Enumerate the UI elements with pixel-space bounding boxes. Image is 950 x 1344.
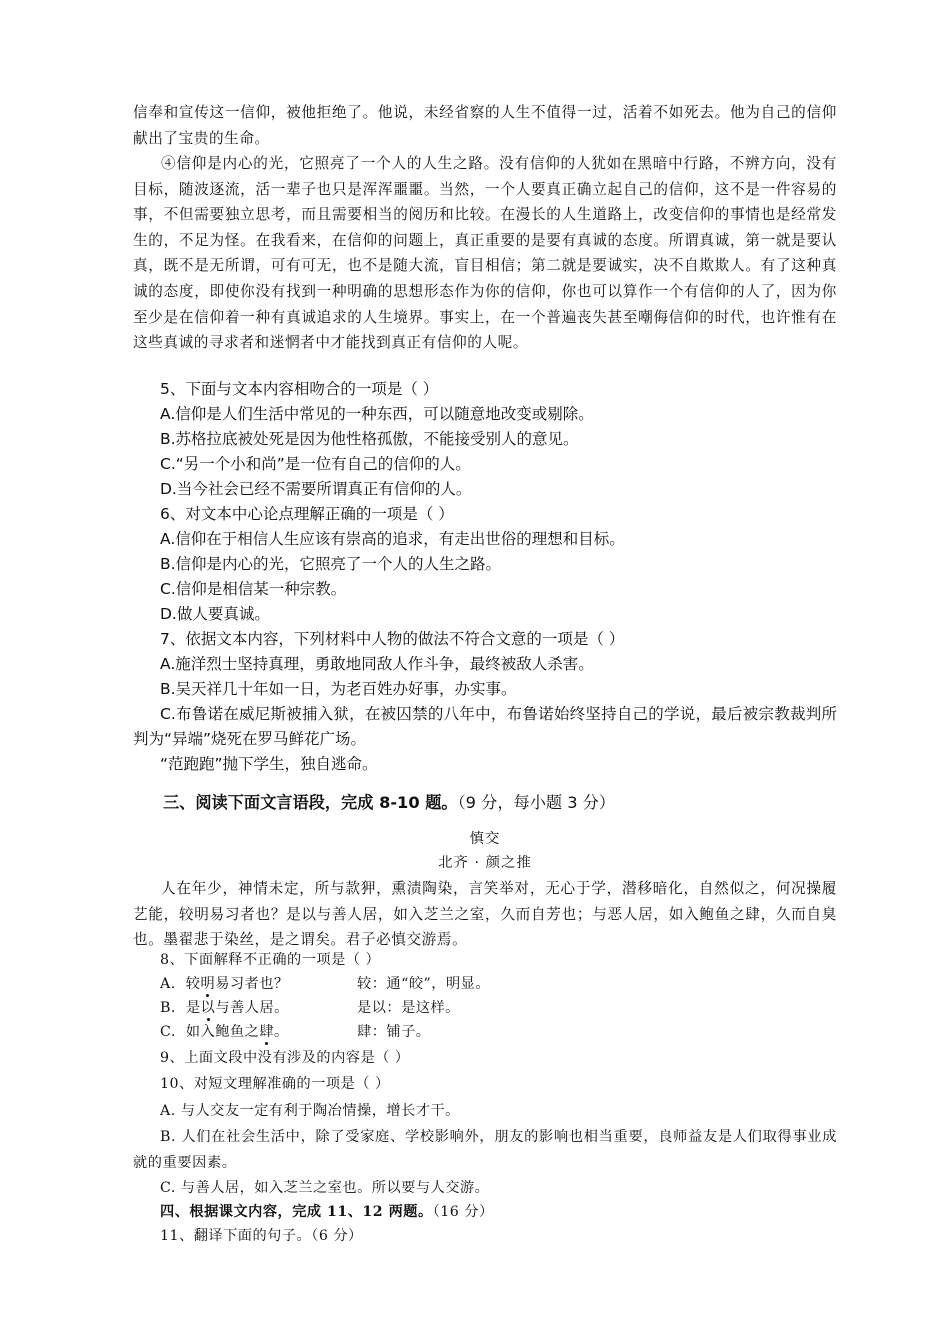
question-7-option-a: A.施洋烈士坚持真理，勇敢地同敌人作斗争，最终被敌人杀害。 <box>160 655 594 673</box>
question-5-option-c: C.“另一个小和尚”是一位有自己的信仰的人。 <box>160 455 471 473</box>
question-7-stem: 7、依据文本内容，下列材料中人物的做法不符合文意的一项是（ ） <box>160 630 625 648</box>
emphasis-dot-char: 以 <box>200 1000 216 1016</box>
question-10-stem: 10、对短文理解准确的一项是（ ） <box>160 1076 390 1092</box>
question-7-option-d: “范跑跑”抛下学生，独自逃命。 <box>160 755 378 773</box>
question-9-stem: 9、上面文段中没有涉及的内容是（ ） <box>160 1050 410 1066</box>
question-8-stem: 8、下面解释不正确的一项是（ ） <box>160 952 381 968</box>
question-5-stem: 5、下面与文本内容相吻合的一项是（ ） <box>160 380 439 398</box>
section-4-heading-points: （16 分） <box>432 1204 494 1220</box>
question-10-option-a: A. 与人交友一定有利于陶冶情操，增长才干。 <box>160 1103 460 1119</box>
classical-author: 北齐 · 颜之推 <box>438 855 532 871</box>
question-7-option-b: B.吴天祥几十年如一日，为老百姓办好事，办实事。 <box>160 680 517 698</box>
option-text-before: 是 <box>185 1000 201 1016</box>
question-11-stem: 11、翻译下面的句子。（6 分） <box>160 1228 363 1244</box>
section-3-heading-points: （9 分，每小题 3 分） <box>457 793 616 812</box>
option-text-after: 易习者也？ <box>215 976 289 992</box>
question-6-option-b: B.信仰是内心的光，它照亮了一个人的人生之路。 <box>160 555 502 573</box>
option-text-after: 与善人居。 <box>215 1000 289 1016</box>
option-label: C. <box>160 1024 176 1040</box>
question-10-option-c: C. 与善人居，如入芝兰之室也。所以要与人交游。 <box>160 1180 490 1196</box>
passage-paragraph-continued: 信奉和宣传这一信仰，被他拒绝了。他说，未经省察的人生不值得一过，活着不如死去。他为自己的信仰献出了宝贵的生命。 <box>133 104 837 147</box>
question-8-option-a-explanation: 较：通“皎”，明显。 <box>357 976 491 992</box>
question-5-option-b: B.苏格拉底被处死是因为他性格孤傲，不能接受别人的意见。 <box>160 430 579 448</box>
question-6-stem: 6、对文本中心论点理解正确的一项是（ ） <box>160 505 454 523</box>
question-7-option-c: C.布鲁诺在威尼斯被捕入狱，在被囚禁的八年中，布鲁诺始终坚持自己的学说，最后被宗教裁判所判为“异端”烧死在罗马鲜花广场。 <box>133 705 837 748</box>
question-6-option-d: D.做人要真诚。 <box>160 605 270 623</box>
question-10-option-b: B. 人们在社会生活中，除了受家庭、学校影响外，朋友的影响也相当重要，良师益友是人们取得事业成就的重要因素。 <box>133 1129 837 1171</box>
question-6-option-a: A.信仰在于相信人生应该有崇高的追求，有走出世俗的理想和目标。 <box>160 530 625 548</box>
question-5-option-a: A.信仰是人们生活中常见的一种东西，可以随意地改变或剔除。 <box>160 405 594 423</box>
section-4-heading <box>160 1201 494 1221</box>
passage-paragraph-4: ④信仰是内心的光，它照亮了一个人的人生之路。没有信仰的人犹如在黑暗中行路，不辨方向，没有目标，随波逐流，活一辈子也只是浑浑噩噩。当然，一个人要真正确立起自己的信仰，这不是一件容易的事，不但需要独立思考，而且需要相当的阅历和比较。在漫长的人生道路上，改变信仰的事情也是经常发生的，不足为怪。在我看来，在信仰的问题上，真正重要的是要有真诚的态度。所谓真诚，第一就是要认真，既不是无所谓，可有可无，也不是随大流，盲目相信；第二就是要诚实，决不自欺欺人。有了这种真诚的态度，即使你没有找到一种明确的思想形态作为你的信仰，你也可以算作一个有信仰的人了，因为你至少是在信仰着一种有真诚追求的人生境界。事实上，在一个普遍丧失甚至嘲侮信仰的时代，也许惟有在这些真诚的寻求者和迷惘者中才能找到真正有信仰的人呢。 <box>133 155 837 352</box>
question-8-option-b <box>160 997 289 1017</box>
question-8-option-b-explanation: 是以：是这样。 <box>357 1000 460 1016</box>
classical-title: 慎交 <box>469 831 501 847</box>
emphasis-dot-char: 肆 <box>259 1024 275 1040</box>
option-text-before: 较 <box>185 976 201 992</box>
option-label: B. <box>160 1000 176 1016</box>
classical-text: 人在年少，神情未定，所与款狎，熏渍陶染，言笑举对，无心于学，潜移暗化，自然似之，何况操履艺能，较明易习者也？是以与善人居，如入芝兰之室，久而自芳也；与恶人居，如入鲍鱼之肆，久而自臭也。墨翟悲于染丝，是之谓矣。君子必慎交游焉。 <box>133 880 837 949</box>
section-3-heading <box>163 789 615 813</box>
section-4-heading-bold: 四、根据课文内容，完成 11、12 两题。 <box>160 1204 433 1220</box>
question-5-option-d: D.当今社会已经不需要所谓真正有信仰的人。 <box>160 480 472 498</box>
question-6-option-c: C.信仰是相信某一种宗教。 <box>160 580 347 598</box>
emphasis-dot-char: 明 <box>200 976 216 992</box>
question-8-option-a <box>160 973 289 993</box>
section-3-heading-bold: 三、阅读下面文言语段，完成 8-10 题。 <box>163 793 458 812</box>
question-8-option-c <box>160 1021 289 1041</box>
option-text-before: 如入鲍鱼之 <box>185 1024 260 1040</box>
option-text-after: 。 <box>274 1024 289 1040</box>
option-label: A. <box>160 976 176 992</box>
question-8-option-c-explanation: 肆：铺子。 <box>357 1024 431 1040</box>
